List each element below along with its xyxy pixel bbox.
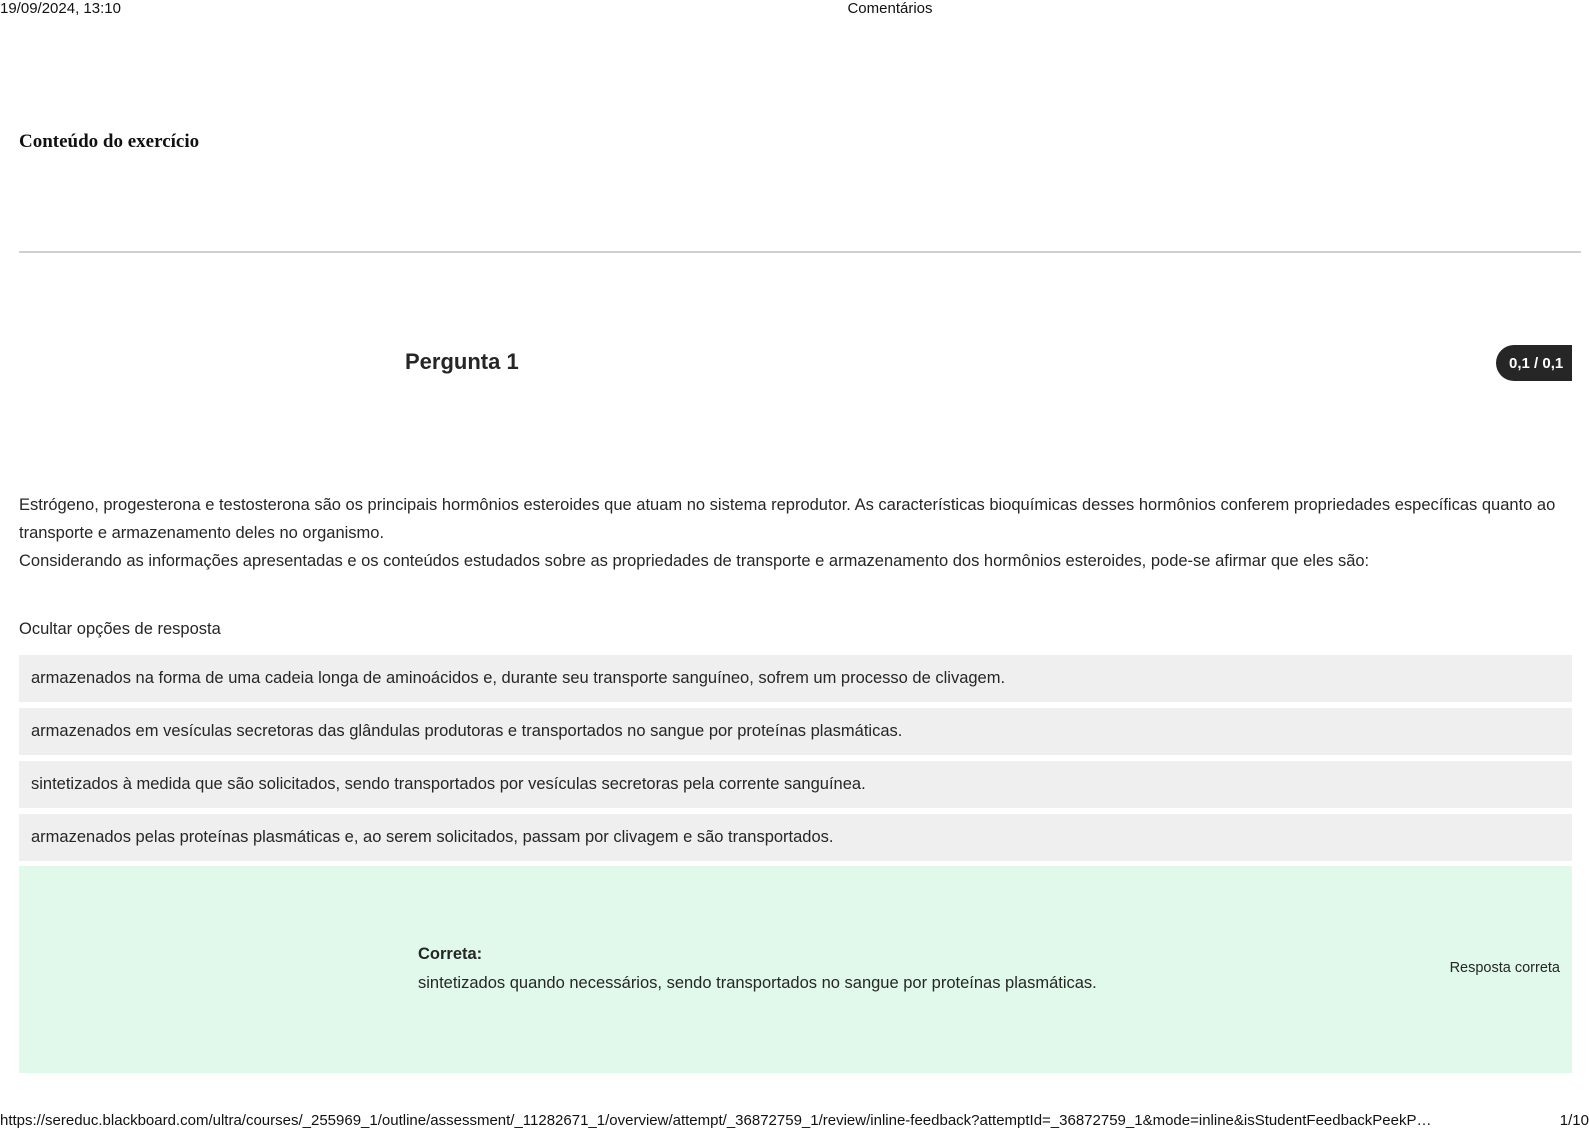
correct-answer-feedback [19, 866, 1572, 1073]
hide-options-toggle[interactable]: Ocultar opções de resposta [19, 620, 221, 638]
question-paragraph: Estrógeno, progesterona e testosterona são os principais hormônios esteroides que atuam no sistema reprodutor. As características bioquímicas desses hormônios conferem propriedades específicas quanto ao transporte e armazenamento deles no organismo. [19, 496, 1556, 542]
question-paragraph: Considerando as informações apresentadas e os conteúdos estudados sobre as propriedades de transporte e armazenamento dos hormônios esteroides, pode-se afirmar que eles são: [19, 552, 1370, 570]
feedback-status: Resposta correta [1449, 960, 1560, 976]
answer-option[interactable]: armazenados na forma de uma cadeia longa de aminoácidos e, durante seu transporte sanguíneo, sofrem um processo de clivagem. [19, 655, 1572, 702]
print-url: https://sereduc.blackboard.com/ultra/courses/_255969_1/outline/assessment/_11282671_1/overview/attempt/_36872759_1/review/inline-feedback?attemptId=_36872759_1&mode=inline&isStudentFeedbackPeekP… [0, 1112, 1432, 1129]
feedback-label: Correta: [418, 945, 483, 963]
answer-options-list [19, 655, 1572, 867]
print-datetime: 19/09/2024, 13:10 [0, 0, 121, 17]
question-text [19, 491, 1574, 575]
answer-option[interactable]: sintetizados à medida que são solicitados, sendo transportados por vesículas secretoras pela corrente sanguínea. [19, 761, 1572, 808]
print-page-title: Comentários [847, 0, 933, 17]
answer-option[interactable]: armazenados em vesículas secretoras das glândulas produtoras e transportados no sangue por proteínas plasmáticas. [19, 708, 1572, 755]
question-title: Pergunta 1 [405, 349, 519, 374]
print-page-number: 1/10 [1559, 1112, 1589, 1129]
feedback-answer: sintetizados quando necessários, sendo transportados no sangue por proteínas plasmáticas. [418, 974, 1097, 992]
answer-option[interactable]: armazenados pelas proteínas plasmáticas e, ao serem solicitados, passam por clivagem e são transportados. [19, 814, 1572, 861]
section-title: Conteúdo do exercício [19, 131, 200, 152]
divider [19, 251, 1581, 253]
score-badge: 0,1 / 0,1 [1496, 345, 1572, 381]
